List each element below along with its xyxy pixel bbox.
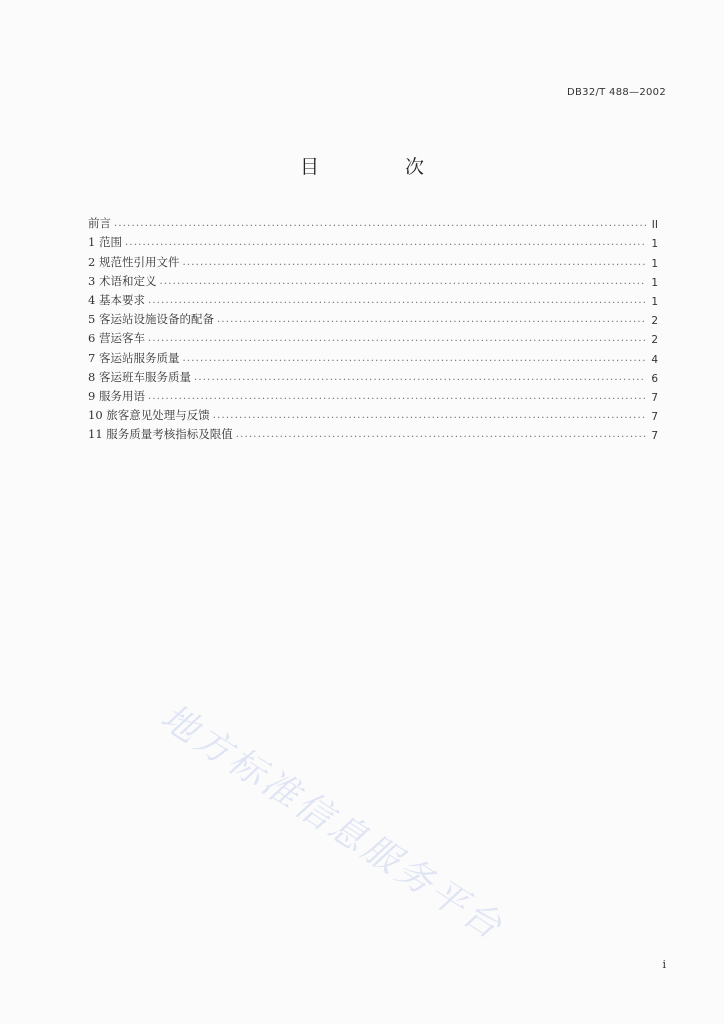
document-id: DB32/T 488—2002 [567,87,666,98]
toc-entry-page: 6 [651,372,658,385]
toc-entry-service-phrases[interactable] [88,385,658,404]
toc-entry-label: 3 术语和定义 [88,273,157,288]
page-title: 目 次 [299,156,465,178]
toc-entry-station-service-quality[interactable] [88,346,658,365]
toc-entry-page: 2 [651,334,658,347]
toc-entry-page: 7 [651,391,658,404]
toc-entry-label: 7 客运站服务质量 [88,350,180,365]
toc-entry-label: 4 基本要求 [88,292,145,307]
toc-entry-label: 6 营运客车 [88,331,145,346]
toc-leader-dots [182,354,646,366]
toc-entry-page: 2 [651,315,658,328]
toc-leader-dots [236,430,646,442]
toc-leader-dots [148,334,646,346]
toc-leader-dots [194,373,646,385]
toc-entry-page: 4 [651,353,658,366]
toc-entry-bus-service-quality[interactable] [88,366,658,385]
toc-entry-page: 1 [651,276,658,289]
toc-entry-scope[interactable] [88,231,658,250]
toc-entry-normative-references[interactable] [88,250,658,269]
toc-leader-dots [159,277,646,289]
toc-entry-label: 1 范围 [88,235,122,250]
toc-entry-page: 1 [651,295,658,308]
toc-entry-operating-vehicles[interactable] [88,327,658,346]
toc-entry-page: 7 [651,430,658,443]
toc-entry-station-facilities[interactable] [88,308,658,327]
toc-entry-label: 前言 [88,216,111,231]
toc-leader-dots [217,315,646,327]
toc-entry-basic-requirements[interactable] [88,289,658,308]
toc-entry-label: 11 服务质量考核指标及限值 [88,427,233,442]
toc-entry-feedback-handling[interactable] [88,404,658,423]
toc-entry-label: 2 规范性引用文件 [88,254,180,269]
toc-entry-page: 1 [651,238,658,251]
toc-leader-dots [148,296,646,308]
page-number: i [662,958,666,971]
toc-leader-dots [114,219,646,231]
toc-entry-label: 8 客运班车服务质量 [88,369,191,384]
toc-entry-foreword[interactable] [88,212,658,231]
toc-leader-dots [213,411,646,423]
toc-leader-dots [125,238,646,250]
toc-leader-dots [148,392,646,404]
toc-entry-page: 1 [651,257,658,270]
table-of-contents [88,212,658,442]
toc-leader-dots [182,258,646,270]
toc-entry-assessment-indicators[interactable] [88,423,658,442]
toc-entry-label: 9 服务用语 [88,388,145,403]
toc-entry-terms[interactable] [88,270,658,289]
toc-entry-label: 10 旅客意见处理与反馈 [88,408,210,423]
toc-entry-page: 7 [651,411,658,424]
watermark-text: 地方标准信息服务平台 [153,696,512,949]
toc-entry-label: 5 客运站设施设备的配备 [88,312,214,327]
toc-entry-page: II [651,219,658,232]
